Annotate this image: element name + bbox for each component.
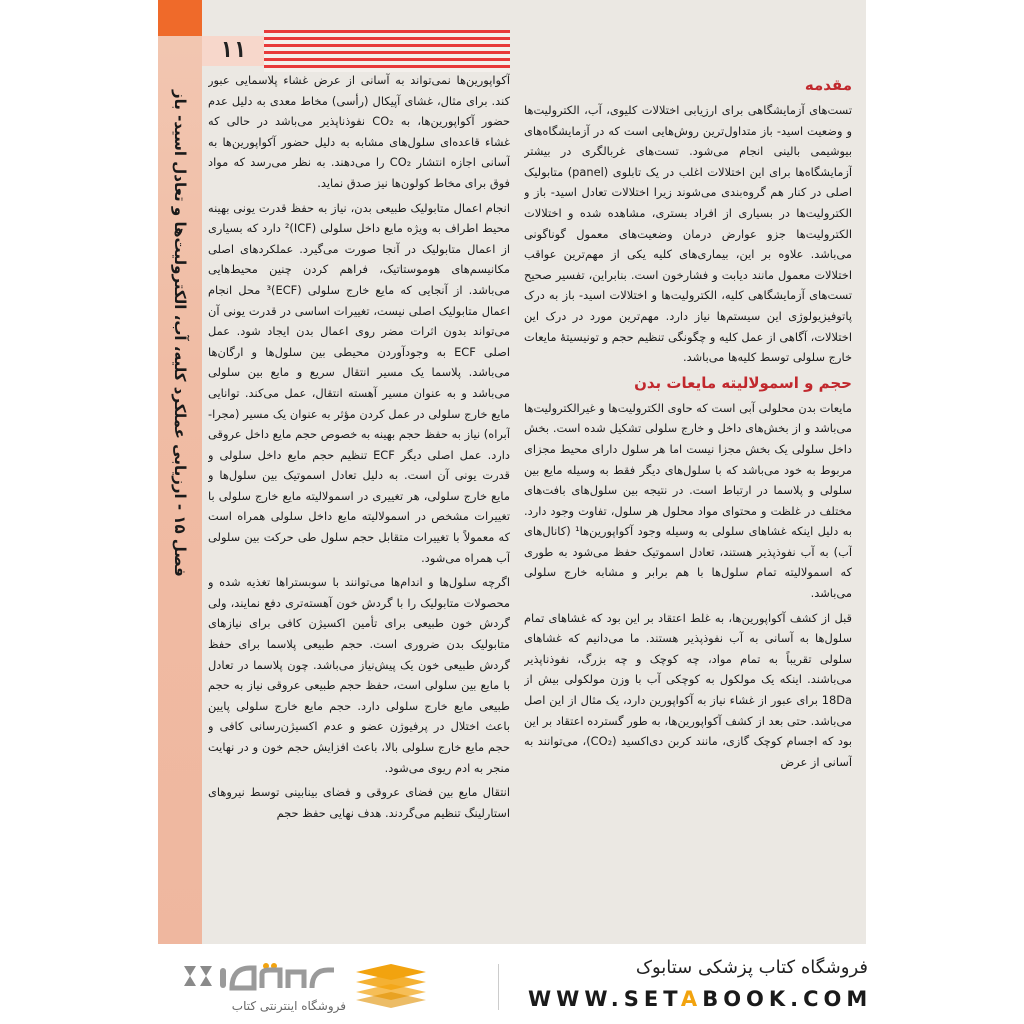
- section-heading: حجم و اسمولالیته مایعات بدن: [634, 373, 852, 392]
- page-number: ۱۱: [202, 36, 264, 66]
- book-stack-logo-icon: [352, 964, 430, 1008]
- left-paragraph-2: انجام اعمال متابولیک طبیعی بدن، نیاز به حفظ قدرت یونی بهینه محیط اطراف به ویژه مایع داخل سلولی (ICF)² دارد که بسیاری از اعمال متابولیک در آنجا صورت می‌گیرد. عملکردهای اصلی مکانیسم‌های هوموستاتیک، فراهم کردن چنین محیط‌هایی می‌باشد. از آنجایی که مایع خارج سلولی (ECF)³ محل انجام اعمال متابولیک اصلی نیست، تغییرات اساسی در قدرت یونی آن می‌تواند بدون اثرات مضر روی اعمال بدن ایجاد شود. عمل اصلی ECF به وجودآوردن محیطی بین سلول‌ها و ارگان‌ها می‌باشد. پلاسما یک مسیر انتقال سریع و مایع بین سلولی می‌باشد و به عنوان مسیر آهسته انتقال، عمل می‌کند. توانایی مایع خارج سلولی در عمل کردن مؤثر به عنوان یک مسیر (مجرا- آبراه) نیاز به حفظ حجم بهینه به خصوص حجم مایع داخل عروقی دارد. عمل اصلی دیگر ECF تنظیم حجم مایع داخل سلولی و قدرت یونی آن است. به دلیل تعادل اسموتیک بین سلول‌ها و مایع خارج سلولی، هر تغییری در اسمولالیته مایع خارج سلولی با تغییرات مشخص در اسمولالیته مایع داخل سلولی همراه است که معمولاً با تغییرات متقابل حجم سلول طی حرکت بین سلولی آب همراه می‌شود.: [208, 200, 510, 565]
- left-column: [208, 70, 510, 940]
- store-url[interactable]: [528, 987, 872, 1011]
- intro-heading: مقدمه: [804, 76, 852, 94]
- section-paragraph-1: مایعات بدن محلولی آبی است که حاوی الکترولیت‌ها و غیرالکترولیت‌ها می‌باشد و از بخش‌های داخل و خارج سلولی تشکیل شده است. بخش داخل سلولی یک بخش مجزا نیست اما هر سلول دارای محیط مجزای مربوط به خود می‌باشد که با سلول‌های دیگر فقط به وسیله مایع بین سلولی و پلاسما در ارتباط است. در نتیجه بین سلول‌های بافت‌های مختلف در غلظت و محتوای مواد محلول هر سلول، تفاوت وجود دارد. به دلیل اینکه غشاهای سلولی به وسیله وجود آکواپورین‌ها¹ (کانال‌های آب) به آب نفوذپذیر هستند، تعادل اسموتیک حفظ می‌شود به طوری که اسمولالیته تمام سلول‌ها با هم برابر و مشابه خارج سلولی می‌باشد.: [524, 400, 852, 601]
- left-paragraph-1: آکواپورین‌ها نمی‌تواند به آسانی از عرض غشاء پلاسمایی عبور کند. برای مثال، غشای آپیکال (رأسی) مخاط معدی به دلیل عدم حضور آکواپورین‌ها، به CO₂ نفوذناپذیر می‌باشد در حالی که غشاء قاعده‌ای سلول‌های مشابه به دلیل حضور آکواپورین‌ها به آسانی اجازه انتشار CO₂ را می‌دهند. به نظر می‌رسد که مواد فوق برای مخاط کولون‌ها نیز صدق نماید.: [208, 73, 510, 190]
- url-suffix: BOOK.COM: [702, 987, 873, 1011]
- url-accent-letter: A: [680, 987, 703, 1011]
- section-paragraph-2: قبل از کشف آکواپورین‌ها، به غلط اعتقاد بر این بود که غشاهای تمام سلول‌ها به آسانی به آب نفوذپذیر هستند. ما می‌دانیم که غشاهای سلولی تقریباً به تمام مواد، چه کوچک و چه بزرگ، نفوذناپذیر می‌باشند. اینکه یک مولکول به کوچکی آب با وزن مولکولی بیش از 18Da برای عبور از غشاء نیاز به آکواپورین دارد، یک مثال از این اصل می‌باشد. حتی بعد از کشف آکواپورین‌ها، به طور گسترده اعتقاد بر این بود که اجسام کوچک گازی، مانند کربن دی‌اکسید (CO₂)، می‌توانند به آسانی از عرض: [524, 610, 852, 769]
- store-name: فروشگاه کتاب پزشکی ستابوک: [635, 957, 868, 978]
- setabook-wordmark-icon: [180, 960, 340, 994]
- left-paragraph-3: اگرچه سلول‌ها و اندام‌ها می‌توانند با سوبستراها تغذیه شده و محصولات متابولیک را با گردش خون آهسته‌تری دفع نمایند، ولی گردش خون طبیعی برای تأمین اکسیژن کافی برای نیازهای متابولیک بدن ضروری است. حجم طبیعی پلاسما برای حفظ گردش طبیعی خون یک پیش‌نیاز می‌باشد. چون پلاسما در تعادل با مایع بین سلولی است، حفظ حجم طبیعی عروقی نیاز به حجم طبیعی مایع خارج سلولی دارد. حجم مایع خارج سلولی پایین باعث اختلال در پرفیوژن عضو و عدم اکسیژن‌رسانی کافی و حجم مایع خارج سلولی بالا، باعث افزایش حجم خون و در نهایت منجر به ادم ریوی می‌شود.: [208, 575, 510, 775]
- corner-accent: [158, 0, 202, 36]
- book-page: [158, 0, 866, 944]
- chapter-title: فصل ۱۵ - ارزیابی عملکرد کلیه، آب، الکترولیت‌ها و تعادل اسید- باز: [171, 90, 189, 577]
- right-column: [524, 72, 852, 942]
- url-prefix: WWW.SET: [528, 987, 681, 1011]
- intro-paragraph: تست‌های آزمایشگاهی برای ارزیابی اختلالات کلیوی، آب، الکترولیت‌ها و وضعیت اسید- باز متداول‌ترین روش‌هایی است که در آزمایشگاه‌های بیوشیمی بالینی انجام می‌شود. تست‌های غربالگری در بیشتر آزمایشگاه‌ها برای این اختلالات اغلب در یک تابلوی (panel) متابولیک اصلی در کنار هم گروه‌بندی می‌شوند زیرا اختلالات تعادل اسید- باز و الکترولیت‌ها در بسیاری از افراد بستری، مشاهده شده و اختلالات الکترولیت‌ها جزو عوارض درمان وضعیت‌های معمول گوناگونی می‌باشد. علاوه بر این، بیماری‌های کلیه یکی از مهم‌ترین عواقب اختلالات معمول مانند دیابت و فشارخون است. بنابراین، تفسیر صحیح تست‌های آزمایشگاهی کلیه، الکترولیت‌ها و اختلالات اسید- باز به درک پاتوفیزیولوژی این سیستم‌ها نیاز دارد. مهم‌ترین مورد در درک این اختلالات، آگاهی از عمل کلیه و چگونگی تنظیم حجم و تونیسیتهٔ مایعات خارج سلولی توسط کلیه‌ها می‌باشد.: [524, 103, 852, 365]
- left-paragraph-4: انتقال مایع بین فضای عروقی و فضای بینابینی توسط نیروهای استارلینگ تنظیم می‌گردند. هدف نهایی حفظ حجم: [208, 785, 510, 820]
- header-stripes: [264, 30, 510, 72]
- footer-divider: [498, 964, 499, 1010]
- logo-subtitle: فروشگاه اینترنتی کتاب: [231, 999, 346, 1013]
